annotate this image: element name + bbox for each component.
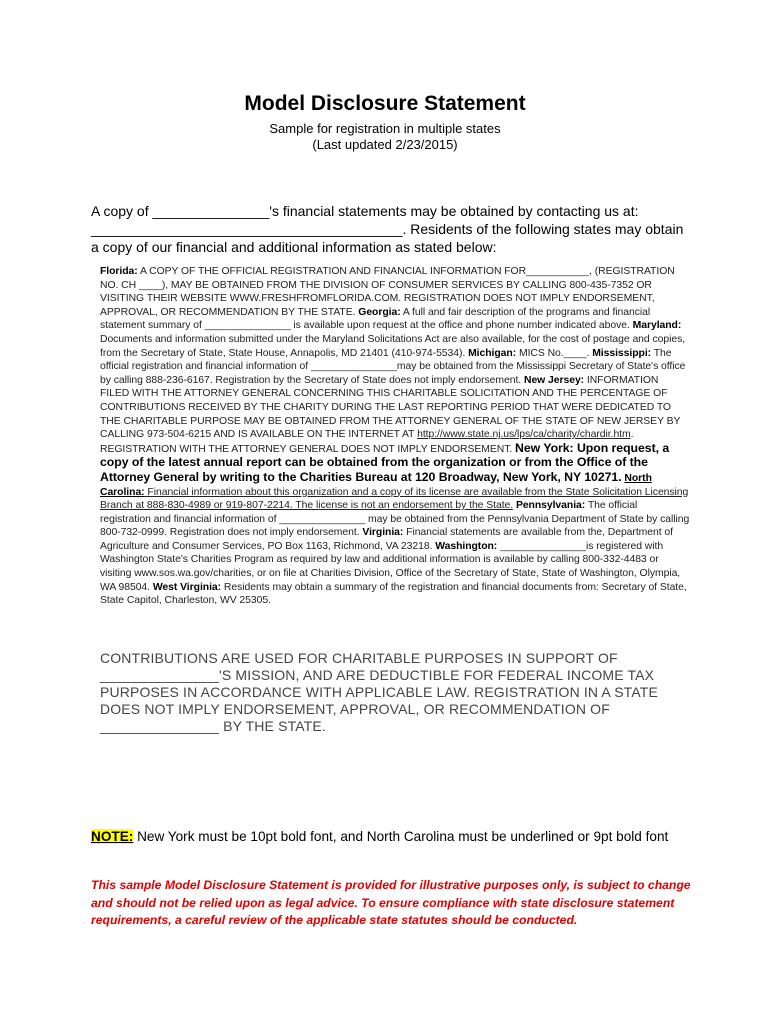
pennsylvania-text-end: may be obtained from the Pennsylvania Department of State by calling 800-732-0999. Registration does not imply endorsement. bbox=[100, 513, 690, 539]
west-virginia-text: Residents may obtain a summary of the registration and financial documents from: Secretary of State, State Capitol, Charleston, WV 25305. bbox=[100, 581, 687, 607]
new-jersey-label: New Jersey: bbox=[523, 374, 585, 386]
maryland-label: Maryland: bbox=[632, 320, 682, 332]
mississippi-text: The official registration and financial information of _______________may be obtained from the Mississippi Secretary of State's office by calling 888-236-6167. Registration by the Secretary of State does not imply endorsement. bbox=[100, 347, 686, 386]
note-text: New York must be 10pt bold font, and North Carolina must be underlined or 9pt bold font bbox=[133, 829, 669, 844]
subtitle-line-2: (Last updated 2/23/2015) bbox=[312, 137, 458, 152]
state-disclosures bbox=[100, 265, 690, 608]
washington-label: Washington: bbox=[435, 540, 498, 552]
michigan-text: MICS No.____. bbox=[516, 347, 593, 359]
pennsylvania-text: The official registration and financial information of bbox=[100, 500, 638, 525]
new-jersey-text-end: . REGISTRATION WITH THE ATTORNEY GENERAL DOES NOT IMPLY ENDORSEMENT. bbox=[100, 429, 634, 455]
north-carolina-label: North Carolina: bbox=[100, 472, 652, 498]
document-title: Model Disclosure Statement bbox=[244, 92, 526, 115]
mississippi-label: Mississippi: bbox=[592, 347, 652, 359]
document-subtitle bbox=[0, 121, 770, 153]
georgia-label: Georgia: bbox=[358, 306, 401, 318]
virginia-text: Financial statements are available from the, Department of Agriculture and Consumer Services, PO Box 1163, Richmond, VA 23218. bbox=[100, 527, 673, 552]
pennsylvania-blank: _______________ bbox=[279, 513, 366, 525]
note-paragraph bbox=[91, 828, 681, 846]
contributions-statement: CONTRIBUTIONS ARE USED FOR CHARITABLE PURPOSES IN SUPPORT OF _______________'S MISSION, AND ARE DEDUCTIBLE FOR FEDERAL INCOME TAX PURPOSES IN ACCORDANCE WITH APPLICABLE LAW. REGISTRATION IN A STATE DOES NOT IMPLY ENDORSEMENT, APPROVAL, OR RECOMMENDATION OF _______________ BY THE STATE. bbox=[100, 650, 658, 734]
georgia-text: A full and fair description of the programs and financial statement summary of _______________ is available upon request at the office and phone number indicated above. bbox=[100, 306, 651, 332]
maryland-text: Documents and information submitted under the Maryland Solicitations Act are also available, for the cost of postage and copies, from the Secretary of State, State House, Annapolis, MD 21401 (410-974-5534). bbox=[100, 333, 686, 359]
subtitle-line-1: Sample for registration in multiple states bbox=[269, 121, 501, 136]
new-jersey-link[interactable]: http://www.state.nj.us/lps/ca/charity/chardir.htm bbox=[417, 429, 631, 441]
pennsylvania-label: Pennsylvania: bbox=[515, 500, 586, 512]
legal-disclaimer: This sample Model Disclosure Statement is provided for illustrative purposes only, is subject to change and should not be relied upon as legal advice. To ensure compliance with state disclosure statement requirements, a careful review of the applicable state statutes should be conducted. bbox=[91, 878, 691, 927]
west-virginia-label: West Virginia: bbox=[152, 581, 222, 593]
florida-label: Florida: bbox=[100, 266, 138, 277]
new-jersey-text: INFORMATION FILED WITH THE ATTORNEY GENERAL CONCERNING THIS CHARITABLE SOLICITATION AND THE PERCENTAGE OF CONTRIBUTIONS RECEIVED BY THE CHARITY DURING THE LAST REPORTING PERIOD THAT WERE DEDICATED TO THE CHARITABLE PURPOSE MAY BE OBTAINED FROM THE ATTORNEY GENERAL OF THE STATE OF NEW JERSEY BY CALLING 973-504-6215 AND IS AVAILABLE ON THE INTERNET AT bbox=[100, 374, 681, 441]
note-label: NOTE: bbox=[91, 829, 134, 844]
florida-text: A COPY OF THE OFFICIAL REGISTRATION AND FINANCIAL INFORMATION FOR___________, (REGISTRATION NO. CH ____), MAY BE OBTAINED FROM THE DIVISION OF CONSUMER SERVICES BY CALLING 800-435-7352 OR VISITING THEIR WEBSITE WWW.FRESHFROMFLORIDA.COM. REGISTRATION DOES NOT IMPLY ENDORSEMENT, APPROVAL, OR RECOMMENDATION BY THE STATE. bbox=[100, 266, 675, 318]
virginia-label: Virginia: bbox=[362, 527, 404, 539]
michigan-label: Michigan: bbox=[468, 347, 517, 359]
north-carolina-text: Financial information about this organization and a copy of its license are available from the State Solicitation Licensing Branch at 888-830-4989 or 919-807-2214. The license is not an endorsement by the State. bbox=[100, 486, 689, 512]
intro-paragraph: A copy of _______________'s financial statements may be obtained by contacting us at: ________________________________________. Residents of the following states may obtain a copy of our financial and additional information as stated below: bbox=[91, 203, 684, 255]
new-york-text: New York: Upon request, a copy of the latest annual report can be obtained from the organization or from the Office of the Attorney General by writing to the Charities Bureau at 120 Broadway, New York, NY 10271. bbox=[100, 440, 670, 484]
washington-text: _______________is registered with Washington State's Charities Program as required by law and additional information is available by calling 800-332-4483 or visiting www.sos.wa.gov/charities, or on file at Charities Division, Office of the Secretary of State, State of Washington, Olympia, WA 98504. bbox=[100, 540, 681, 593]
